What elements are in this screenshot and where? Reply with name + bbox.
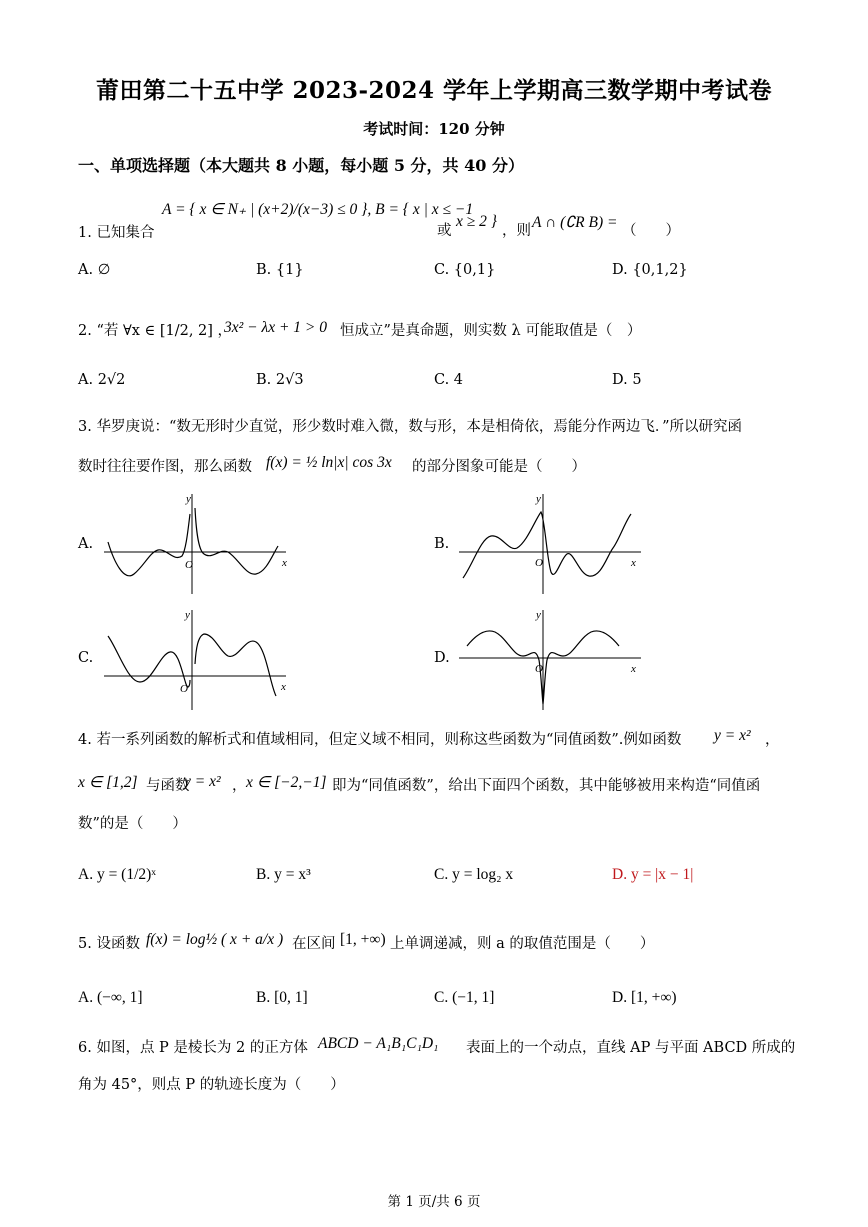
- q4-option-c: C. y = log₂ x: [434, 866, 514, 883]
- q3-option-d-label: D.: [434, 650, 450, 666]
- q1-set-definition: A = { x ∈ N₊ | (x+2)/(x−3) ≤ 0 }, B = { x | x ≤ −1: [162, 201, 474, 218]
- q3-stem-line-2-pre: 数时往往要作图，那么函数: [78, 459, 252, 475]
- q6-stem-line-1-pre: 6. 如图，点 P 是棱长为 2 的正方体: [78, 1040, 308, 1056]
- q5-option-d: D. [1, +∞): [612, 989, 677, 1006]
- graph-c-y-label: y: [185, 609, 190, 621]
- graph-c-origin: O: [180, 683, 188, 695]
- graph-a-x-label: x: [282, 557, 287, 569]
- graph-d-x-label: x: [631, 663, 636, 675]
- exam-title: 莆田第二十五中学 2023-2024 学年上学期高三数学期中考试卷: [95, 77, 773, 104]
- q3-stem-line-2-post: 的部分图象可能是（ ）: [412, 459, 586, 475]
- q4-comma: ，: [765, 732, 780, 748]
- q1-answer-paren: （ ）: [622, 223, 680, 239]
- q1-option-d: D. {0,1,2}: [612, 262, 688, 278]
- q5-option-a: A. (−∞, 1]: [78, 989, 143, 1006]
- graph-d-y-label: y: [536, 609, 541, 621]
- q6-stem-line-2: 角为 45°，则点 P 的轨迹长度为（ ）: [78, 1077, 345, 1093]
- q6-stem-line-1-post: 表面上的一个动点，直线 AP 与平面 ABCD 所成的: [466, 1040, 796, 1056]
- q1-expression: A ∩ (∁R B) =: [532, 214, 618, 231]
- page-number: 第 1 页/共 6 页: [387, 1194, 481, 1210]
- q3-option-c-label: C.: [78, 650, 94, 666]
- graph-a-y-label: y: [186, 493, 191, 505]
- graph-a-origin: O: [185, 559, 193, 571]
- q5-stem-post: 上单调递减，则 a 的取值范围是（ ）: [390, 936, 655, 952]
- graph-d-origin: O: [535, 663, 543, 675]
- q5-function: f(x) = log½ ( x + a/x ): [146, 931, 284, 948]
- q4-option-d: D. y = |x − 1|: [612, 866, 694, 883]
- q3-graph-c: [100, 606, 290, 716]
- q1-cond-2: x ≥ 2 }: [456, 213, 497, 230]
- q4-domain-1: x ∈ [1,2]: [78, 774, 138, 791]
- q2-option-a: A. 2√2: [78, 372, 126, 388]
- q1-or: 或: [437, 223, 452, 239]
- q4-stem-line-3: 数”的是（ ）: [78, 816, 187, 832]
- q2-option-d: D. 5: [612, 372, 642, 388]
- graph-b-y-label: y: [536, 493, 541, 505]
- q4-with: 与函数: [146, 778, 190, 794]
- q4-domain-2: x ∈ [−2,−1]: [246, 774, 327, 791]
- q2-inequality: 3x² − λx + 1 > 0: [224, 319, 327, 336]
- q5-option-b: B. [0, 1]: [256, 989, 308, 1006]
- q1-then: ，则: [502, 223, 531, 239]
- q5-stem-pre: 5. 设函数: [78, 936, 140, 952]
- graph-c-x-label: x: [281, 681, 286, 693]
- q3-graph-a: [100, 490, 290, 600]
- q4-comma-2: ，: [232, 778, 247, 794]
- q1-option-c: C. {0,1}: [434, 262, 496, 278]
- q3-option-b-label: B.: [434, 536, 450, 552]
- q4-option-b: B. y = x³: [256, 866, 311, 883]
- exam-duration: 考试时间：120 分钟: [363, 120, 505, 138]
- q5-option-c: C. (−1, 1]: [434, 989, 495, 1006]
- q2-stem-pre: 2. “若 ∀x ∈ [1/2, 2] ，: [78, 323, 233, 339]
- q2-option-b: B. 2√3: [256, 372, 304, 388]
- q5-interval-label: 在区间: [292, 936, 336, 952]
- q4-example-function-2: y = x²: [184, 773, 221, 790]
- q2-stem-post: 恒成立”是真命题，则实数 λ 可能取值是（ ）: [340, 323, 642, 339]
- graph-b-x-label: x: [631, 557, 636, 569]
- section-heading-single-choice: 一、单项选择题（本大题共 8 小题，每小题 5 分，共 40 分）: [78, 156, 524, 175]
- q3-stem-line-1: 3. 华罗庚说：“数无形时少直觉，形少数时难入微，数与形，本是相倚依，焉能分作两边飞．”所以研究函: [78, 419, 743, 435]
- q3-graph-d: [455, 606, 645, 716]
- q6-cube: ABCD − A₁B₁C₁D₁: [318, 1035, 439, 1052]
- q4-example-function: y = x²: [714, 727, 751, 744]
- q1-option-a: A. ∅: [78, 262, 111, 278]
- graph-b-origin: O: [535, 557, 543, 569]
- q1-option-b: B. {1}: [256, 262, 304, 278]
- q3-option-a-label: A.: [78, 536, 94, 552]
- q3-function: f(x) = ½ ln|x| cos 3x: [266, 454, 392, 471]
- q4-stem-line-1: 4. 若一系列函数的解析式和值域相同，但定义域不相同，则称这些函数为“同值函数”.例如函数: [78, 732, 682, 748]
- q4-stem-line-2: 即为“同值函数”，给出下面四个函数，其中能够被用来构造“同值函: [332, 778, 761, 794]
- q2-option-c: C. 4: [434, 372, 464, 388]
- q1-stem-label: 1. 已知集合: [78, 225, 155, 241]
- q5-interval: [1, +∞): [340, 931, 386, 948]
- q4-option-a: A. y = (1/2)ˣ: [78, 866, 156, 883]
- q3-graph-b: [455, 490, 645, 600]
